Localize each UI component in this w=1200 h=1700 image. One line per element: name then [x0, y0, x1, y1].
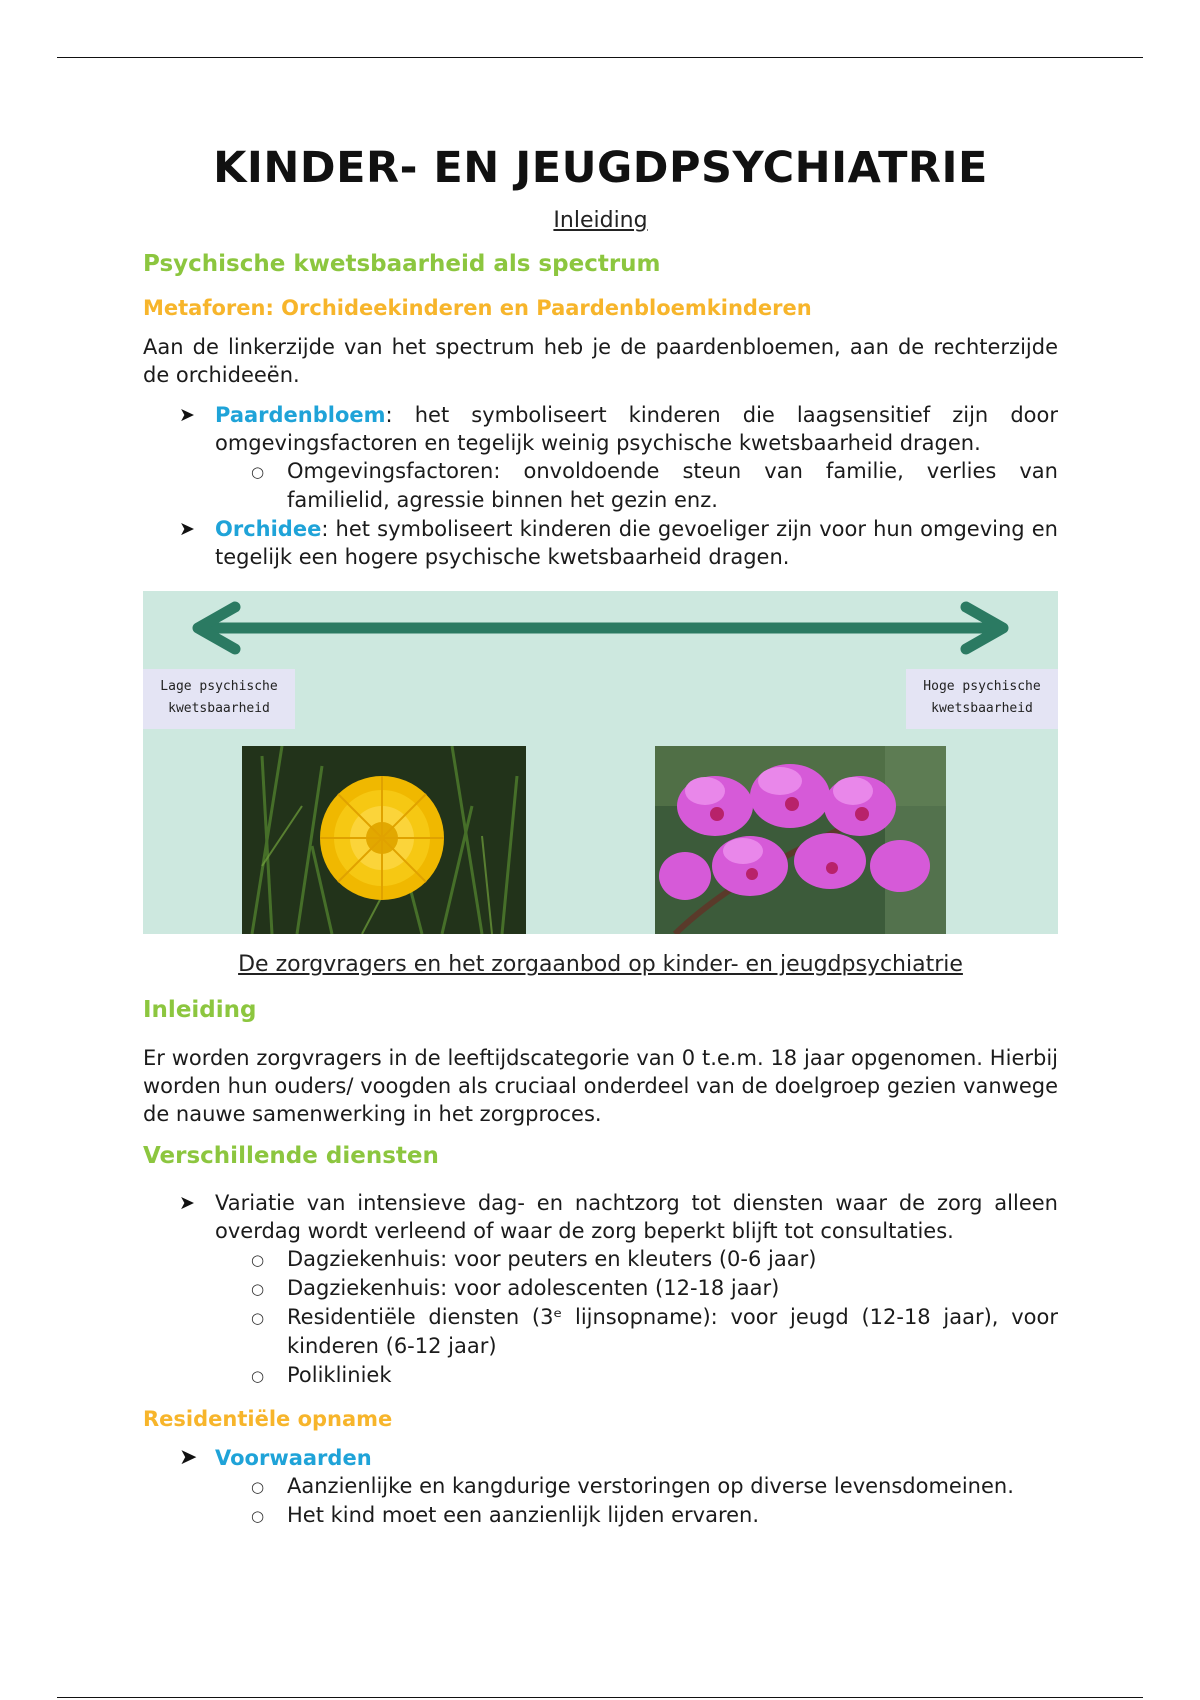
dandelion-sublist [215, 457, 1058, 515]
circle-bullet-icon: ○ [251, 1507, 265, 1525]
heading-services: Verschillende diensten [143, 1143, 439, 1169]
arrow-bullet-icon: ➤ [179, 1192, 195, 1214]
section-subtitle: Inleiding [553, 208, 648, 233]
list-item-conditions [179, 1444, 1058, 1530]
double-arrow-icon [143, 591, 1058, 671]
circle-bullet-icon: ○ [251, 1309, 265, 1327]
footer-rule [57, 1697, 1143, 1698]
orchid-description: : het symboliseert kinderen die gevoeliger zijn voor hun omgeving en tegelijk een hogere psychische kwetsbaarheid dragen. [215, 517, 1058, 569]
label-high-vulnerability: Hoge psychische kwetsbaarheid [906, 669, 1058, 729]
circle-bullet-icon: ○ [251, 463, 265, 481]
term-conditions: Voorwaarden [215, 1446, 372, 1470]
circle-bullet-icon: ○ [251, 1280, 265, 1298]
circle-bullet-icon: ○ [251, 1367, 265, 1385]
intro-paragraph: Aan de linkerzijde van het spectrum heb je de paardenbloemen, aan de rechterzijde de orchideeën. [143, 335, 1058, 387]
list-item: ○ Polikliniek [287, 1361, 1058, 1390]
list-item: ○ Dagziekenhuis: voor peuters en kleuters (0-6 jaar) [287, 1245, 1058, 1274]
section-title-care: De zorgvragers en het zorgaanbod op kinder- en jeugdpsychiatrie [238, 952, 963, 977]
conditions-list [143, 1444, 1058, 1530]
spectrum-figure [143, 591, 1058, 934]
document-page [143, 138, 1058, 1530]
subheading-metaphors: Metaforen: Orchideekinderen en Paardenbloemkinderen [143, 296, 812, 320]
list-item: ○ Dagziekenhuis: voor adolescenten (12-18 jaar) [287, 1274, 1058, 1303]
circle-bullet-icon: ○ [251, 1251, 265, 1269]
conditions-sublist [215, 1472, 1058, 1530]
term-orchid: Orchidee [215, 517, 322, 541]
services-list [143, 1189, 1058, 1390]
care-paragraph: Er worden zorgvragers in de leeftijdscategorie van 0 t.e.m. 18 jaar opgenomen. Hierbij worden hun ouders/ voogden als cruciaal onderdeel van de doelgroep gezien vanwege de nauwe samenwerking in het zorgproces. [143, 1046, 1058, 1126]
services-sublist [215, 1245, 1058, 1390]
list-item-services: ➤ Variatie van intensieve dag- en nachtzorg tot diensten waar de zorg alleen overdag wordt verleend of waar de zorg beperkt blijft tot consultaties. ○ Dagziekenhuis: voor peuters en kleuters (0-6 jaar) ○ Dagziekenhuis: voor adolescenten (12-18 jaar) ○ Residentiële diensten (3ᵉ lijnsopname): voor jeugd (12-18 jaar), voor kinderen (6-12 jaar) ○ Polikliniek [215, 1189, 1058, 1390]
circle-bullet-icon: ○ [251, 1478, 265, 1496]
term-dandelion: Paardenbloem [215, 403, 386, 427]
sub-item-environment: ○ Omgevingsfactoren: onvoldoende steun van familie, verlies van familielid, agressie binnen het gezin enz. [251, 459, 1058, 512]
header-rule [57, 57, 1143, 58]
arrow-bullet-icon: ➤ [179, 518, 195, 540]
dandelion-description: : het symboliseert kinderen die laagsensitief zijn door omgevingsfactoren en tegelijk weinig psychische kwetsbaarheid dragen. [215, 403, 1058, 455]
orchid-image [655, 746, 946, 934]
list-item: ○ Aanzienlijke en kangdurige verstoringen op diverse levensdomeinen. [287, 1472, 1058, 1501]
list-item-dandelion [179, 401, 1058, 515]
page-title: KINDER- EN JEUGDPSYCHIATRIE [213, 143, 988, 193]
arrow-bullet-icon: ➤ [179, 1445, 198, 1470]
list-item-orchid [179, 515, 1058, 571]
heading-spectrum: Psychische kwetsbaarheid als spectrum [143, 251, 661, 277]
heading-intro: Inleiding [143, 997, 257, 1023]
list-item: ○ Residentiële diensten (3ᵉ lijnsopname): voor jeugd (12-18 jaar), voor kinderen (6-12 jaar) [251, 1305, 1058, 1358]
list-item: ○ Het kind moet een aanzienlijk lijden ervaren. [287, 1501, 1058, 1530]
label-low-vulnerability: Lage psychische kwetsbaarheid [143, 669, 295, 729]
heading-residential: Residentiële opname [143, 1407, 393, 1431]
arrow-bullet-icon: ➤ [179, 404, 195, 426]
metaphor-list [143, 401, 1058, 571]
dandelion-image [242, 746, 526, 934]
